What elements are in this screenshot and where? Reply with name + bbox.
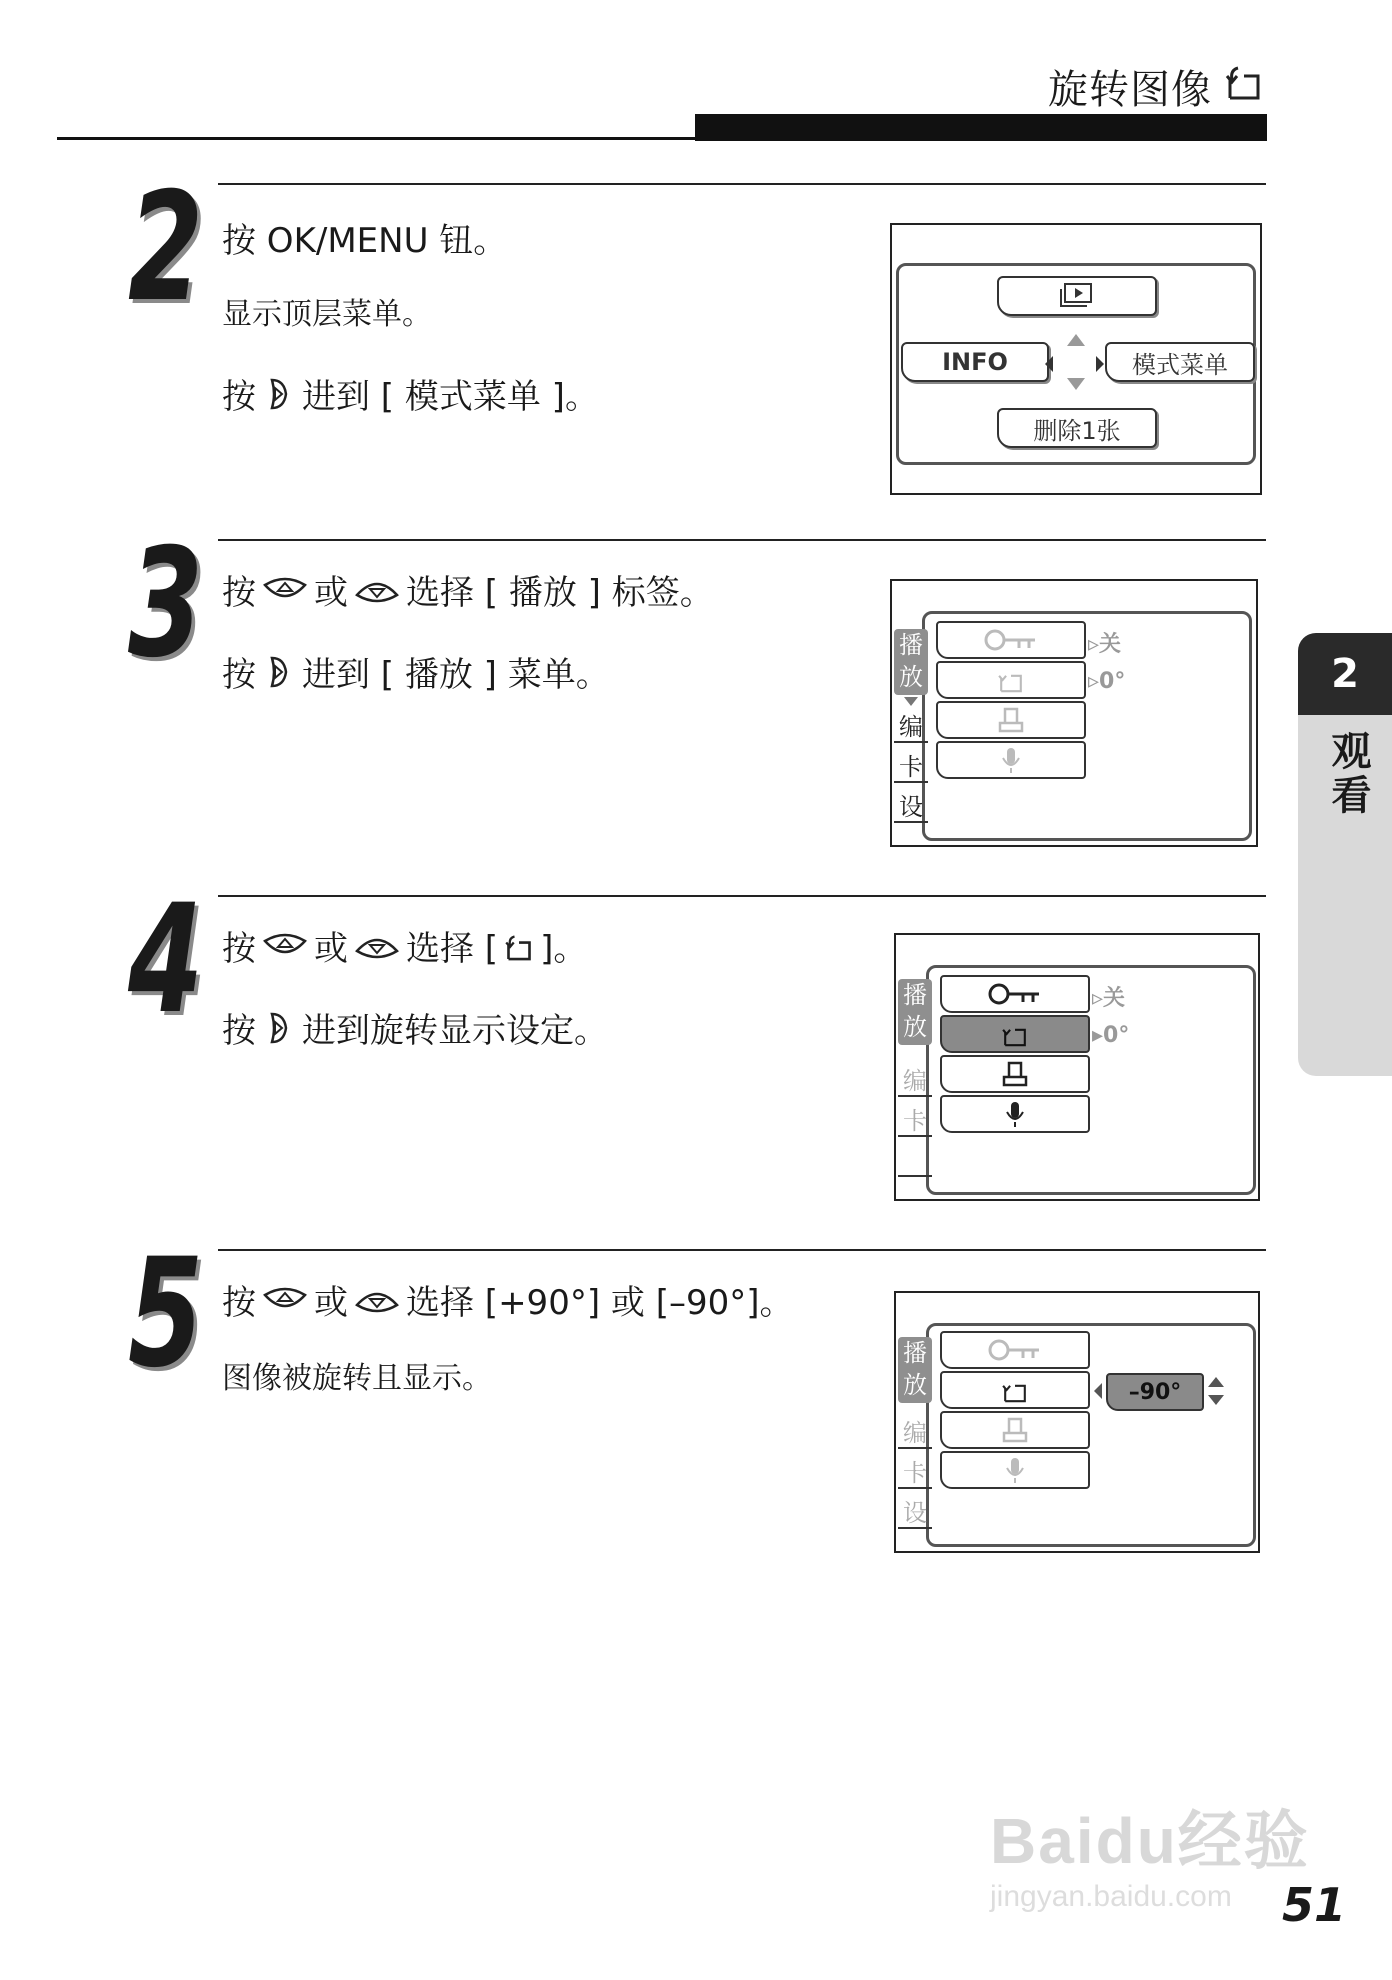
- right-arrow-button-icon: [262, 377, 296, 411]
- key-icon: [987, 982, 1043, 1006]
- menu-item-print[interactable]: [940, 1411, 1090, 1449]
- header-rule: [57, 137, 697, 140]
- menu-item-rotate[interactable]: [936, 661, 1086, 699]
- print-icon: [1001, 1060, 1029, 1088]
- tab-playback[interactable]: [894, 629, 928, 695]
- up-down-arrows-icon: [1208, 1377, 1224, 1407]
- key-icon: [987, 1338, 1043, 1362]
- tab-card[interactable]: 卡: [898, 1453, 932, 1489]
- rotate-value: ▸0°: [1092, 1023, 1130, 1048]
- tab-edit[interactable]: 编: [894, 707, 928, 743]
- rotate-value: ▹0°: [1088, 669, 1126, 694]
- step-instruction: [222, 1003, 608, 1052]
- tab-label: 播: [899, 631, 923, 659]
- rotate-select-screen: [894, 933, 1260, 1201]
- press-label: 按: [222, 377, 256, 417]
- tab-card[interactable]: 卡: [898, 1101, 932, 1137]
- header-bar: [695, 114, 1267, 141]
- step-rule: [218, 1249, 1266, 1251]
- step-text: 选择 [+90°] 或 [–90°]。: [406, 1283, 794, 1323]
- step-rule: [218, 895, 1266, 897]
- press-label: 按: [222, 1283, 256, 1323]
- rotate-icon: [1001, 1020, 1029, 1048]
- down-button-icon: [354, 573, 400, 607]
- watermark-url: jingyan.baidu.com: [990, 1880, 1232, 1913]
- key-icon: [983, 628, 1039, 652]
- menu-item-rotate[interactable]: [940, 1371, 1090, 1409]
- tab-card[interactable]: 卡: [894, 747, 928, 783]
- info-button[interactable]: INFO: [901, 342, 1049, 382]
- microphone-icon: [1003, 1456, 1027, 1484]
- up-button-icon: [262, 1283, 308, 1317]
- playback-icon: [1057, 281, 1097, 311]
- tab-setup-hidden[interactable]: [898, 1141, 932, 1177]
- header-title: 旋转图像: [1048, 67, 1212, 113]
- menu-item-protect[interactable]: [940, 975, 1090, 1013]
- step-instruction: 按 OK/MENU 钮。: [222, 221, 508, 261]
- step-result: 图像被旋转且显示。: [222, 1361, 492, 1396]
- step-number: 4: [128, 873, 204, 1047]
- step-number: 3: [128, 517, 204, 691]
- step-text: 进到 [ 播放 ] 菜单。: [302, 655, 610, 695]
- step-text: 选择 [ 播放 ] 标签。: [406, 573, 714, 613]
- step-number: 2: [128, 161, 204, 335]
- value-text: 关: [1099, 632, 1122, 657]
- value-text: 0°: [1099, 669, 1126, 694]
- step-number: 5: [128, 1227, 204, 1401]
- page-number: 51: [1282, 1878, 1347, 1932]
- print-icon: [1001, 1416, 1029, 1444]
- press-label: 按: [222, 1011, 256, 1051]
- tab-playback[interactable]: [898, 979, 932, 1045]
- or-label: 或: [314, 1283, 348, 1323]
- press-label: 按: [222, 655, 256, 695]
- microphone-icon: [1003, 1100, 1027, 1128]
- step-instruction: [222, 565, 714, 614]
- down-arrow-icon: [1067, 378, 1085, 390]
- menu-item-voice[interactable]: [940, 1095, 1090, 1133]
- press-label: 按: [222, 929, 256, 969]
- playback-button[interactable]: [997, 276, 1157, 316]
- left-arrow-icon: [1045, 356, 1053, 372]
- tab-label: 放: [899, 663, 923, 691]
- playback-tab-screen: [890, 579, 1258, 847]
- menu-item-print[interactable]: [936, 701, 1086, 739]
- menu-item-protect[interactable]: [936, 621, 1086, 659]
- tab-label: 放: [903, 1371, 927, 1399]
- step-text: 进到 [ 模式菜单 ]。: [302, 377, 599, 417]
- tab-down-arrow-icon: [904, 697, 918, 706]
- print-icon: [997, 706, 1025, 734]
- protect-value: ▹关: [1092, 986, 1126, 1011]
- value-text: 关: [1103, 986, 1126, 1011]
- rotate-value-selector[interactable]: –90°: [1106, 1373, 1204, 1411]
- step-rule: [218, 539, 1266, 541]
- delete-one-button[interactable]: 删除1张: [997, 408, 1157, 448]
- tab-setup[interactable]: 设: [894, 787, 928, 823]
- menu-item-rotate[interactable]: [940, 1015, 1090, 1053]
- menu-item-voice[interactable]: [936, 741, 1086, 779]
- rotate-value-screen: [894, 1291, 1260, 1553]
- menu-item-print[interactable]: [940, 1055, 1090, 1093]
- tab-label: 放: [903, 1013, 927, 1041]
- step-text: ]。: [540, 929, 588, 969]
- step-text: 选择 [: [406, 929, 499, 969]
- up-button-icon: [262, 929, 308, 963]
- rotate-icon: [504, 931, 534, 961]
- tab-setup[interactable]: 设: [898, 1493, 932, 1529]
- step-instruction: [222, 921, 587, 970]
- rotate-icon: [1224, 62, 1264, 102]
- step-instruction: [222, 1275, 794, 1324]
- step-result: 显示顶层菜单。: [222, 297, 432, 332]
- rotate-icon: [997, 666, 1025, 694]
- mode-menu-button[interactable]: 模式菜单: [1105, 342, 1255, 382]
- down-button-icon: [354, 929, 400, 963]
- value-text: 0°: [1103, 1023, 1130, 1048]
- left-arrow-icon: [1094, 1383, 1102, 1399]
- chapter-number: 2: [1298, 633, 1392, 715]
- rotate-icon: [1001, 1376, 1029, 1404]
- step-instruction: [222, 647, 610, 696]
- or-label: 或: [314, 929, 348, 969]
- up-arrow-icon: [1067, 334, 1085, 346]
- tab-playback[interactable]: [898, 1337, 932, 1403]
- right-arrow-button-icon: [262, 1011, 296, 1045]
- tab-edit[interactable]: 编: [898, 1061, 932, 1097]
- step-instruction: [222, 369, 599, 418]
- step-text: 进到旋转显示设定。: [302, 1011, 608, 1051]
- protect-value: ▹关: [1088, 632, 1122, 657]
- microphone-icon: [999, 746, 1023, 774]
- or-label: 或: [314, 573, 348, 613]
- menu-item-protect[interactable]: [940, 1331, 1090, 1369]
- chapter-label: 观看: [1325, 730, 1371, 818]
- up-button-icon: [262, 573, 308, 607]
- top-menu-screen: [890, 223, 1262, 495]
- tab-label: 播: [903, 1339, 927, 1367]
- tab-label: 播: [903, 981, 927, 1009]
- right-arrow-button-icon: [262, 655, 296, 689]
- watermark-logo: Baidu经验: [990, 1805, 1310, 1877]
- down-button-icon: [354, 1283, 400, 1317]
- right-arrow-icon: [1096, 356, 1104, 372]
- step-rule: [218, 183, 1266, 185]
- menu-item-voice[interactable]: [940, 1451, 1090, 1489]
- top-menu-frame: [896, 263, 1256, 465]
- tab-edit[interactable]: 编: [898, 1413, 932, 1449]
- press-label: 按: [222, 573, 256, 613]
